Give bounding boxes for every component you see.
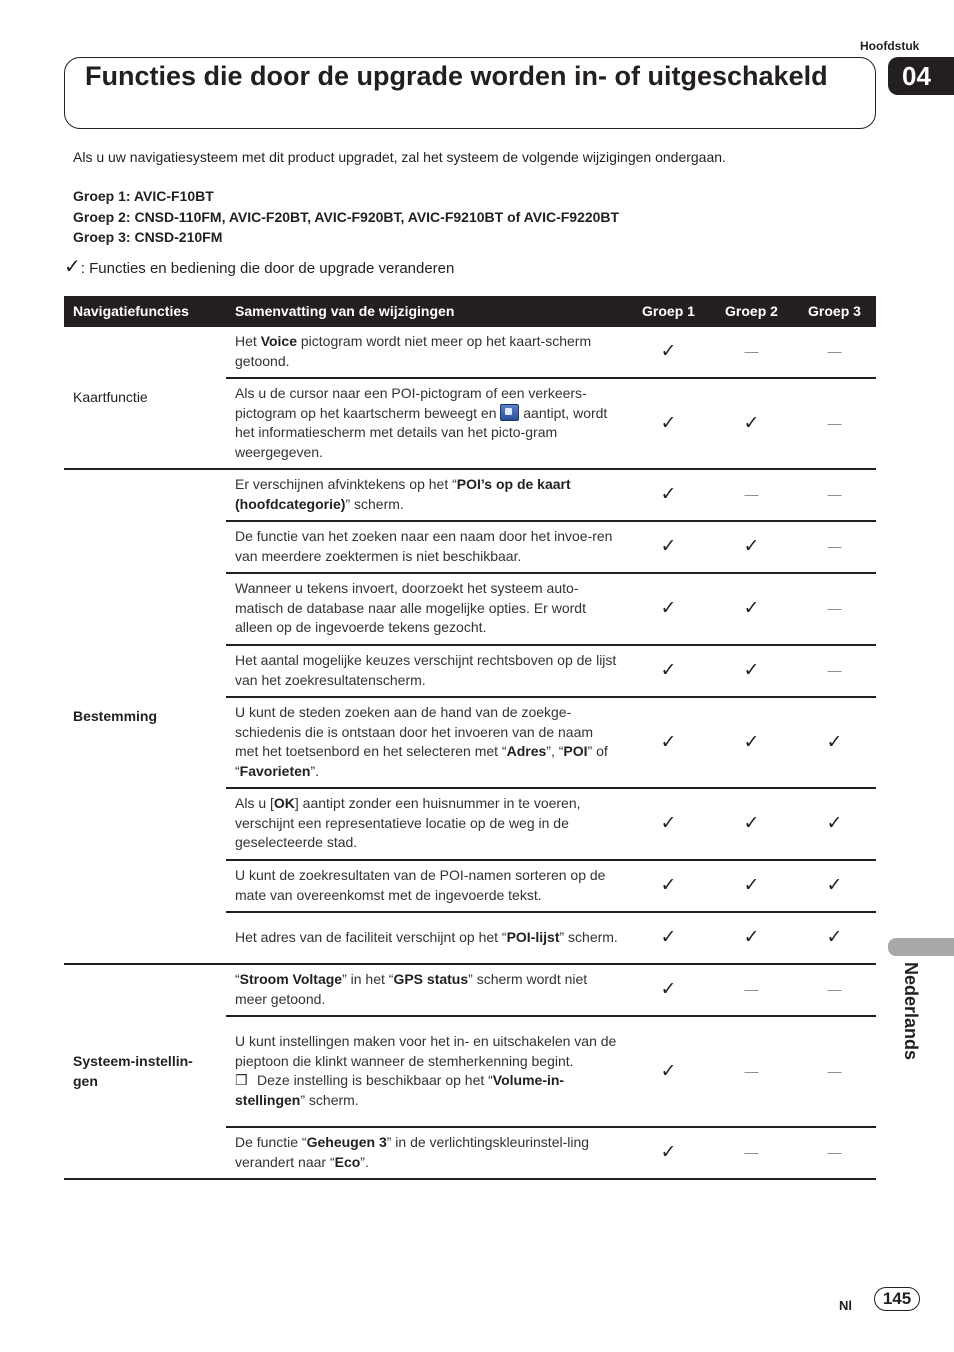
chapter-number-badge: 04 bbox=[888, 57, 954, 95]
header-navigatiefuncties: Navigatiefuncties bbox=[64, 296, 226, 327]
check-mark: ✓ bbox=[627, 860, 710, 912]
table-row bbox=[64, 327, 876, 378]
header-groep-1: Groep 1 bbox=[627, 296, 710, 327]
row-description: Wanneer u tekens invoert, doorzoekt het systeem auto-matisch de database naar alle mogelijke opties. Er wordt alleen op de ingevoerde tekens gezocht. bbox=[226, 573, 627, 645]
dash-mark: — bbox=[710, 964, 793, 1016]
check-mark: ✓ bbox=[710, 521, 793, 573]
table-row bbox=[64, 469, 876, 521]
dash-mark: — bbox=[793, 327, 876, 378]
dash-mark: — bbox=[710, 1127, 793, 1179]
poi-info-icon bbox=[500, 404, 519, 421]
dash-mark: — bbox=[793, 469, 876, 521]
check-mark: ✓ bbox=[710, 378, 793, 469]
dash-mark: — bbox=[710, 327, 793, 378]
checkmark-icon: ✓ bbox=[64, 256, 81, 278]
check-mark: ✓ bbox=[627, 521, 710, 573]
row-description: U kunt de zoekresultaten van de POI-namen sorteren op de mate van overeenkomst met de ingevoerde tekst. bbox=[226, 860, 627, 912]
row-description: Het Voice pictogram wordt niet meer op het kaart-scherm getoond. bbox=[226, 327, 627, 378]
header-groep-3: Groep 3 bbox=[793, 296, 876, 327]
language-tab-marker bbox=[888, 938, 954, 956]
legend-text: : Functies en bediening die door de upgrade veranderen bbox=[80, 260, 455, 277]
check-mark: ✓ bbox=[710, 788, 793, 860]
page-title: Functies die door de upgrade worden in- of uitgeschakeld bbox=[85, 61, 828, 91]
check-mark: ✓ bbox=[793, 912, 876, 964]
check-mark: ✓ bbox=[627, 645, 710, 697]
check-mark: ✓ bbox=[793, 860, 876, 912]
legend bbox=[64, 254, 454, 279]
check-mark: ✓ bbox=[627, 573, 710, 645]
check-mark: ✓ bbox=[627, 378, 710, 469]
check-mark: ✓ bbox=[710, 573, 793, 645]
row-description: “Stroom Voltage” in het “GPS status” scherm wordt niet meer getoond. bbox=[226, 964, 627, 1016]
row-description: Als u [OK] aantipt zonder een huisnummer in te voeren, verschijnt een representatieve locatie op de weg in de geselecteerde stad. bbox=[226, 788, 627, 860]
language-code: Nl bbox=[839, 1298, 852, 1313]
check-mark: ✓ bbox=[627, 327, 710, 378]
table-header-row bbox=[64, 296, 876, 327]
dash-mark: — bbox=[793, 378, 876, 469]
group-1-line: Groep 1: AVIC-F10BT bbox=[73, 188, 214, 204]
check-mark: ✓ bbox=[710, 912, 793, 964]
category-kaartfunctie: Kaartfunctie bbox=[64, 327, 226, 469]
title-box bbox=[64, 57, 876, 129]
table-row bbox=[64, 964, 876, 1016]
row-description: U kunt instellingen maken voor het in- en uitschakelen van de pieptoon die klinkt wanneer de stemherkenning begint. ❒ Deze instelling is beschikbaar op het “Volume-in-stellingen” scherm. bbox=[226, 1016, 627, 1127]
row-description: Het adres van de faciliteit verschijnt op het “POI-lijst” scherm. bbox=[226, 912, 627, 964]
check-mark: ✓ bbox=[627, 469, 710, 521]
check-mark: ✓ bbox=[627, 697, 710, 788]
check-mark: ✓ bbox=[793, 697, 876, 788]
row-description: Er verschijnen afvinktekens op het “POI’s op de kaart (hoofdcategorie)” scherm. bbox=[226, 469, 627, 521]
check-mark: ✓ bbox=[710, 645, 793, 697]
group-3-line: Groep 3: CNSD-210FM bbox=[73, 229, 223, 245]
row-description: Als u de cursor naar een POI-pictogram of een verkeers-pictogram op het kaartscherm beweegt en aantipt, wordt het informatiescherm met details van het picto-gram weergegeven. bbox=[226, 378, 627, 469]
dash-mark: — bbox=[793, 645, 876, 697]
note-checkbox-icon: ❒ bbox=[235, 1072, 248, 1088]
dash-mark: — bbox=[793, 964, 876, 1016]
check-mark: ✓ bbox=[710, 860, 793, 912]
dash-mark: — bbox=[793, 1127, 876, 1179]
page-number: 145 bbox=[874, 1287, 920, 1311]
dash-mark: — bbox=[793, 573, 876, 645]
header-groep-2: Groep 2 bbox=[710, 296, 793, 327]
check-mark: ✓ bbox=[627, 1127, 710, 1179]
category-bestemming: Bestemming bbox=[64, 469, 226, 964]
check-mark: ✓ bbox=[627, 788, 710, 860]
intro-text: Als u uw navigatiesysteem met dit product upgradet, zal het systeem de volgende wijzigingen ondergaan. bbox=[73, 149, 726, 165]
row-description: Het aantal mogelijke keuzes verschijnt rechtsboven op de lijst van het zoekresultatenscherm. bbox=[226, 645, 627, 697]
check-mark: ✓ bbox=[793, 788, 876, 860]
header-samenvatting: Samenvatting van de wijzigingen bbox=[226, 296, 627, 327]
row-description: De functie van het zoeken naar een naam door het invoe-ren van meerdere zoektermen is niet beschikbaar. bbox=[226, 521, 627, 573]
dash-mark: — bbox=[710, 469, 793, 521]
row-description: U kunt de steden zoeken aan de hand van de zoekge-schiedenis die is ontstaan door het invoeren van de naam met het toetsenbord en het selecteren met “Adres”, “POI” of “Favorieten”. bbox=[226, 697, 627, 788]
check-mark: ✓ bbox=[627, 912, 710, 964]
language-tab-label: Nederlands bbox=[901, 962, 921, 1061]
group-2-line: Groep 2: CNSD-110FM, AVIC-F20BT, AVIC-F920BT, AVIC-F9210BT of AVIC-F9220BT bbox=[73, 209, 620, 225]
category-systeem-instellingen: Systeem-instellin-gen bbox=[64, 964, 226, 1179]
check-mark: ✓ bbox=[710, 697, 793, 788]
check-mark: ✓ bbox=[627, 964, 710, 1016]
functions-table bbox=[64, 296, 876, 1180]
row-description: De functie “Geheugen 3” in de verlichtingskleurinstel-ling verandert naar “Eco”. bbox=[226, 1127, 627, 1179]
dash-mark: — bbox=[710, 1016, 793, 1127]
check-mark: ✓ bbox=[627, 1016, 710, 1127]
dash-mark: — bbox=[793, 521, 876, 573]
dash-mark: — bbox=[793, 1016, 876, 1127]
chapter-label: Hoofdstuk bbox=[860, 39, 920, 53]
